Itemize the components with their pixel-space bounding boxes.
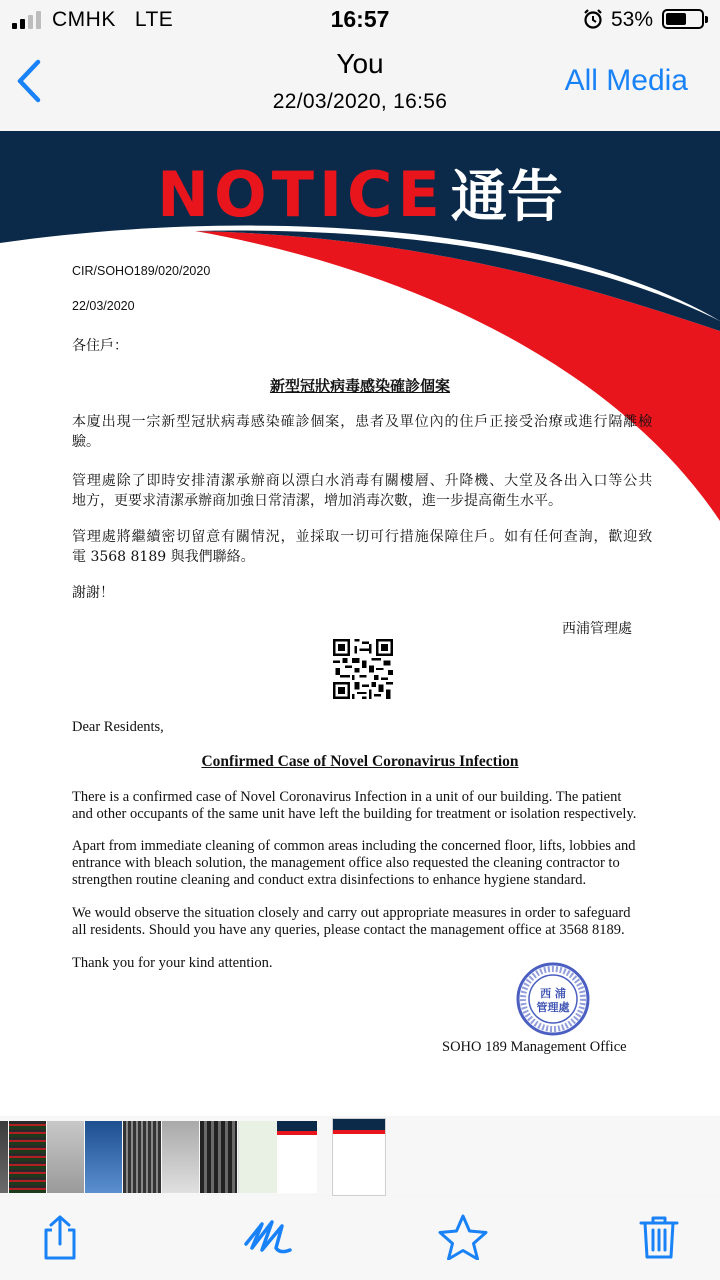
thumbnail[interactable] (123, 1121, 161, 1193)
zh-signature: 西浦管理處 (562, 621, 632, 637)
zh-paragraph-1: 本廈出現一宗新型冠狀病毒感染確診個案，患者及單位內的住戶正接受治療或進行隔離檢 驗。 (72, 414, 654, 450)
nav-timestamp: 22/03/2020, 16:56 (272, 90, 448, 113)
en-title: Confirmed Case of Novel Coronavirus Infection (201, 753, 519, 770)
thumbnail[interactable] (277, 1121, 317, 1193)
svg-text:西 浦: 西 浦 (540, 987, 566, 1000)
battery-percentage: 53% (611, 8, 654, 31)
notice-heading (0, 153, 720, 233)
status-bar (0, 0, 720, 40)
en-paragraph-3: We would observe the situation closely and carry out appropriate measures in order to safeguard all residents. Should you have any queries, please contact the management office at 3568 8189. (72, 905, 631, 938)
share-icon[interactable] (38, 1214, 82, 1260)
trash-icon[interactable] (638, 1214, 680, 1260)
en-thanks: Thank you for your kind attention. (72, 955, 273, 971)
markup-icon[interactable] (242, 1214, 294, 1260)
favorite-star-icon[interactable] (436, 1214, 490, 1260)
reference-number: CIR/SOHO189/020/2020 (72, 264, 211, 278)
status-time: 16:57 (330, 6, 390, 32)
navigation-bar (0, 40, 720, 126)
qr-code (333, 639, 393, 699)
thumbnail[interactable] (200, 1121, 237, 1193)
thumbnail[interactable] (9, 1121, 46, 1193)
bottom-toolbar (0, 1196, 720, 1280)
zh-salutation: 各住戶： (72, 338, 128, 354)
zh-title: 新型冠狀病毒感染確診個案 (269, 377, 450, 395)
battery-icon (662, 9, 704, 29)
nav-title: You (336, 48, 384, 79)
notice-heading-zh: 通告 (450, 165, 563, 230)
en-paragraph-1: There is a confirmed case of Novel Coronavirus Infection in a unit of our building. The patient and other occupants of the same unit have left the building for treatment or isolation respectively. (72, 789, 637, 822)
thumbnail[interactable] (162, 1121, 199, 1193)
thumbnail[interactable] (47, 1121, 84, 1193)
notice-date: 22/03/2020 (72, 299, 135, 313)
zh-paragraph-3: 管理處將繼續密切留意有關情況，並採取一切可行措施保障住戶。如有任何查詢，歡迎致 電 3568 8189 與我們聯絡。 (72, 529, 654, 565)
thumbnail[interactable] (0, 1121, 8, 1193)
notice-heading-en: NOTICE (157, 158, 445, 231)
thumbnail-selected[interactable] (333, 1119, 385, 1195)
carrier-label: CMHK LTE (52, 8, 174, 31)
company-seal-stamp (515, 961, 591, 1037)
en-signature: SOHO 189 Management Office (442, 1039, 627, 1055)
en-salutation: Dear Residents, (72, 719, 164, 735)
zh-paragraph-2: 管理處除了即時安排清潔承辦商以漂白水消毒有關樓層、升降機、大堂及各出入口等公共 地方，更要求清潔承辦商加強日常清潔，增加消毒次數，進一步提高衛生水平。 (72, 473, 654, 509)
all-media-button[interactable]: All Media (564, 64, 688, 97)
network-label: LTE (134, 8, 174, 31)
en-paragraph-2: Apart from immediate cleaning of common areas including the concerned floor, lifts, lobbies and entrance with bleach solution, the management office also requested the cleaning contractor to strengthen routine cleaning and conduct extra disinfections to enhance hygiene standard. (72, 838, 636, 888)
thumbnail[interactable] (238, 1121, 277, 1193)
alarm-clock-icon (583, 8, 603, 30)
thumbnail[interactable] (85, 1121, 122, 1193)
zh-thanks: 謝謝！ (72, 585, 114, 601)
notice-image[interactable] (0, 131, 720, 1116)
svg-text:管理處: 管理處 (536, 1001, 570, 1014)
media-thumbnail-strip[interactable] (0, 1117, 720, 1195)
